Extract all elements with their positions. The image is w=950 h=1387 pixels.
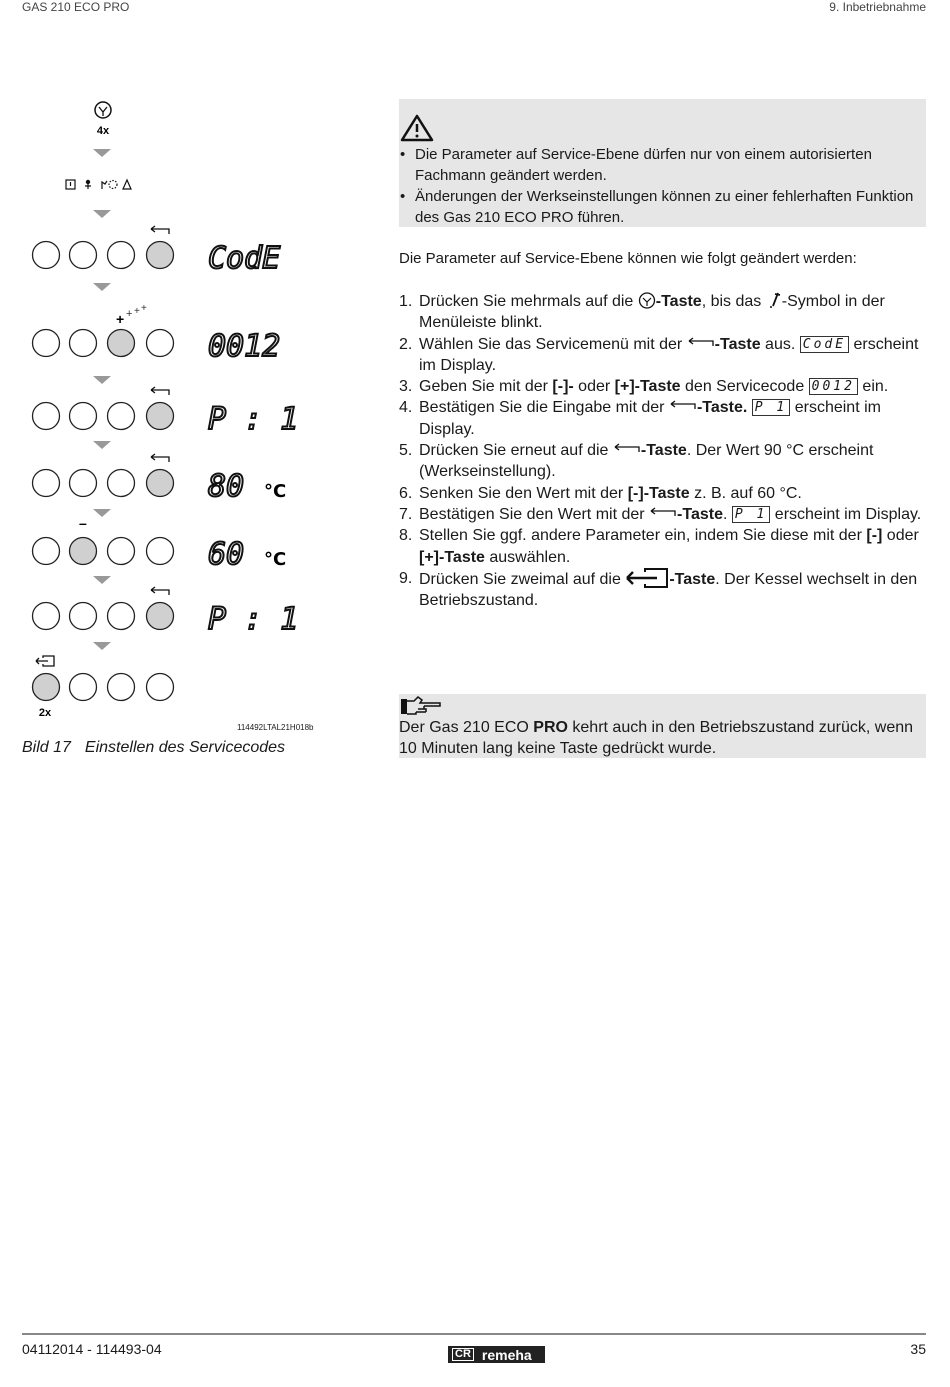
step-6: 6. Senken Sie den Wert mit der [-]-Taste z. B. auf 60 °C.: [399, 484, 802, 502]
enter-icon: [151, 226, 169, 234]
remeha-logo: [448, 1346, 545, 1363]
button-row-1: [33, 226, 174, 269]
arrow-down-icon: [93, 441, 111, 449]
svg-text:CodE: CodE: [208, 241, 281, 276]
footer-divider: [22, 1333, 926, 1335]
button-row-4: [33, 454, 174, 497]
intro-text: Die Parameter auf Service-Ebene können wie folgt geändert werden:: [399, 250, 857, 267]
logo-mark: CR: [452, 1348, 474, 1361]
step-1: 1. Drücken Sie mehrmals auf die -Taste, bis das -Symbol in der Menüleiste blinkt.: [399, 293, 885, 332]
display-p1-symbol: P 1: [732, 506, 770, 523]
enter-icon: [151, 454, 169, 462]
warning-icon: [400, 114, 434, 142]
page-number: 35: [910, 1341, 926, 1357]
display-code-symbol: CodE: [800, 336, 849, 353]
display-p1-symbol: P 1: [752, 399, 790, 416]
note-box: [399, 694, 926, 758]
display-2: [208, 329, 280, 364]
arrow-down-icon: [93, 509, 111, 517]
header-chapter: 9. Inbetriebnahme: [829, 0, 926, 14]
exit-icon: [625, 568, 669, 588]
logo-name: remeha: [481, 1346, 532, 1363]
arrow-down-icon: [93, 642, 111, 650]
caption-title: Einstellen des Servicecodes: [84, 739, 286, 756]
enter-icon: [687, 336, 715, 348]
step-3: 3. Geben Sie mit der [-]- oder [+]-Taste den Servicecode 0012 ein.: [399, 378, 889, 396]
step-5: 5. Drücken Sie erneut auf die -Taste. Der Wert 90 °C erscheint (Werkseinstellung).: [399, 442, 874, 481]
step-9: 9. Drücken Sie zweimal auf die -Taste. Der Kessel wechselt in den Betriebszustand.: [399, 569, 918, 610]
minus-label: –: [79, 515, 87, 531]
svg-text:80: 80: [208, 469, 245, 504]
celsius-unit-2: °C: [264, 549, 287, 570]
svg-text:+: +: [134, 306, 140, 317]
pointing-hand-icon: [400, 696, 442, 716]
plus-label: +: [116, 311, 125, 327]
svg-text:60: 60: [208, 537, 245, 572]
button-row-5: [33, 538, 174, 565]
enter-icon: [649, 506, 677, 518]
display-3: [208, 402, 298, 437]
enter-icon: [613, 442, 641, 454]
button-row-7: [33, 674, 174, 701]
arrow-down-icon: [93, 576, 111, 584]
button-row-3: [33, 387, 174, 430]
enter-icon: [151, 387, 169, 395]
footer-doc-number: 04112014 - 114493-04: [22, 1341, 162, 1357]
steps-list: [399, 291, 929, 611]
svg-text:0012: 0012: [208, 329, 281, 364]
shield-icon: [638, 292, 656, 309]
display-6: [208, 602, 298, 637]
display-1: [208, 241, 280, 276]
service-wrench-icon: [766, 291, 782, 309]
button-row-6: [33, 587, 174, 630]
button-row-2: [33, 330, 174, 357]
display-servicecode-symbol: 0012: [809, 378, 858, 395]
display-5: [208, 537, 244, 572]
exit-icon: [36, 656, 54, 666]
shield-icon: [95, 102, 111, 118]
arrow-down-icon: [93, 210, 111, 218]
warning-bullet-1: • Die Parameter auf Service-Ebene dürfen nur von einem autorisierten Fachmann geändert werden.: [399, 144, 914, 186]
enter-icon: [151, 587, 169, 595]
note-text: Der Gas 210 ECO PRO kehrt auch in den Betriebszustand zurück, wenn 10 Minuten lang keine Taste gedrückt wurde.: [399, 719, 914, 757]
display-4: [208, 469, 244, 504]
svg-text:P : 1: P : 1: [208, 602, 299, 637]
step-2: 2. Wählen Sie das Servicemenü mit der -Taste aus. CodE erscheint im Display.: [399, 335, 919, 374]
figure-code: 114492LTAL21H018b: [237, 723, 314, 732]
menu-icons-row: [66, 180, 131, 189]
figure-caption: [22, 739, 285, 757]
figure-service-code: [20, 95, 340, 725]
enter-icon: [669, 399, 697, 411]
label-2x: 2x: [38, 707, 52, 719]
arrow-down-icon: [93, 283, 111, 291]
arrow-down-icon: [93, 149, 111, 157]
step-4: 4. Bestätigen Sie die Eingabe mit der -Taste. P 1 erscheint im Display.: [399, 399, 881, 438]
label-4x: 4x: [96, 125, 110, 137]
step-8: 8. Stellen Sie ggf. andere Parameter ein, indem Sie diese mit der [-] oder [+]-Taste auswählen.: [399, 527, 919, 566]
svg-text:P : 1: P : 1: [208, 402, 299, 437]
warning-box: [399, 99, 926, 227]
header-doc-title: GAS 210 ECO PRO: [22, 0, 130, 14]
step-7: 7. Bestätigen Sie den Wert mit der -Taste. P 1 erscheint im Display.: [399, 505, 922, 523]
svg-text:+: +: [141, 303, 147, 314]
caption-number: Bild 17: [22, 739, 71, 756]
svg-text:+: +: [126, 308, 133, 320]
celsius-unit-1: °C: [264, 481, 287, 502]
arrow-down-icon: [93, 376, 111, 384]
warning-bullet-2: • Änderungen der Werkseinstellungen können zu einer fehlerhaften Funktion des Gas 210 ECO PRO führen.: [399, 186, 914, 228]
